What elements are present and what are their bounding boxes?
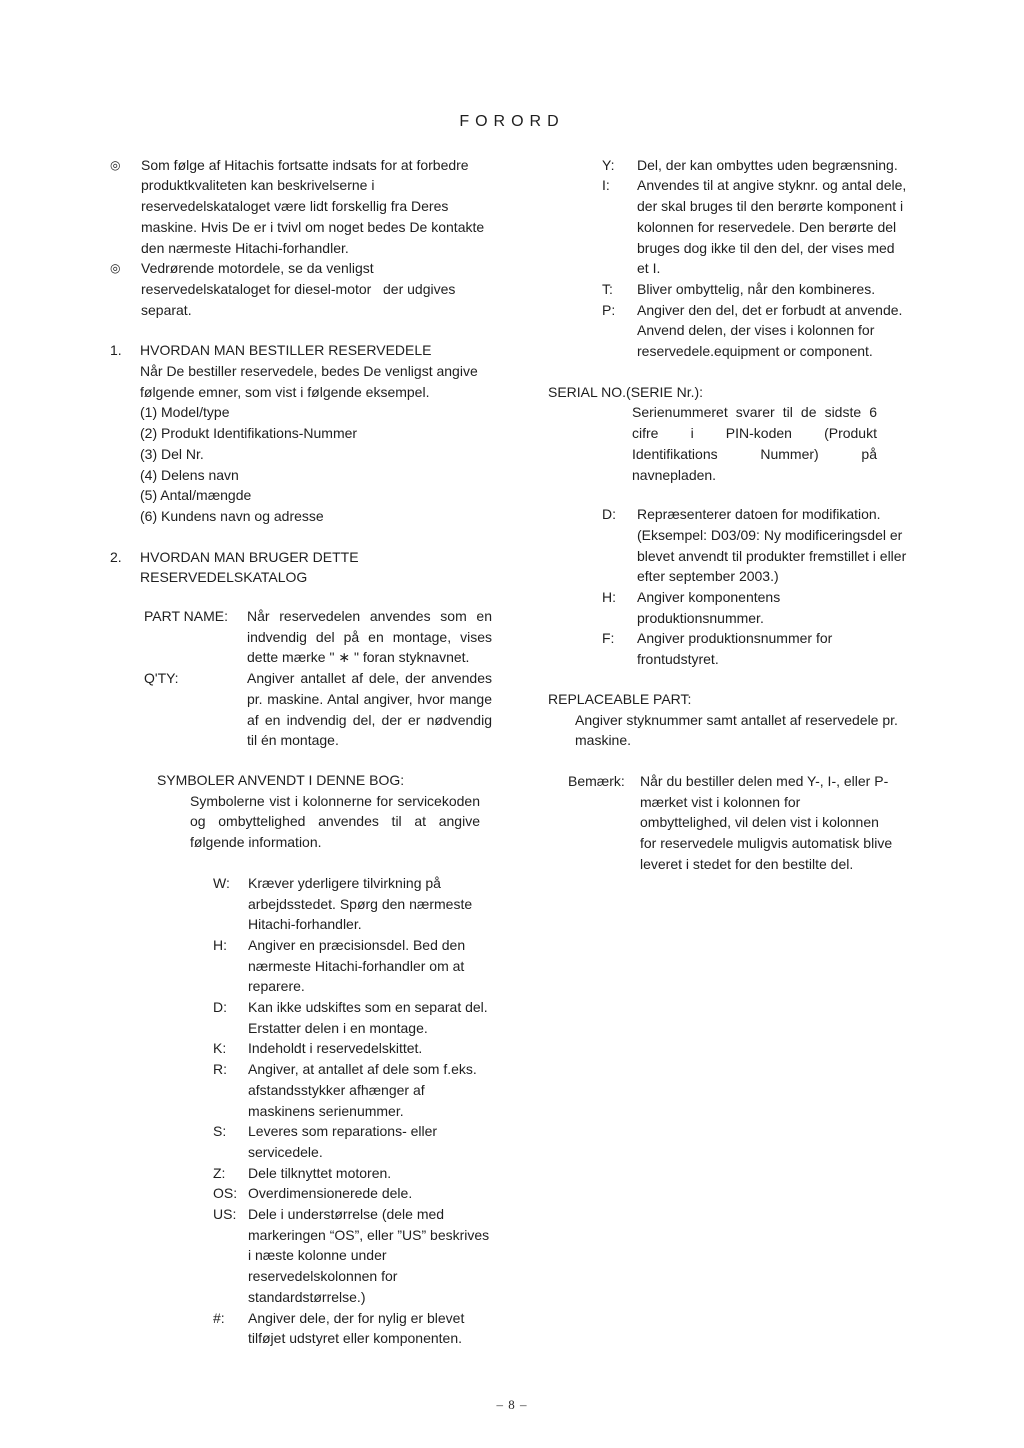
replaceable-part-heading: REPLACEABLE PART: [548, 690, 692, 707]
definition-row [144, 606, 492, 668]
section-heading: HVORDAN MAN BESTILLER RESERVEDELE [140, 342, 432, 359]
left-column [110, 155, 510, 1349]
code-description: Angiver den del, det er forbudt at anvende. Anvend delen, der vises i kolonnen for reservedele.equipment or component. [637, 301, 903, 360]
symbol-description: Kræver yderligere tilvirkning på arbejdsstedet. Spørg den nærmeste Hitachi-forhandler. [248, 874, 473, 933]
code-label: T: [602, 280, 613, 297]
list-item: (3) Del Nr. [140, 445, 204, 462]
symbol-code: OS: [213, 1185, 238, 1202]
symbol-row [213, 1183, 492, 1204]
symbol-code: US: [213, 1206, 237, 1223]
term-description: Angiver antallet af dele, der anvendes pr. maskine. Antal angiver, hvor mange af en indvendig del, der er nødvendig til én montage. [247, 670, 492, 749]
code-label: I: [602, 177, 610, 194]
section-body [140, 340, 492, 526]
code-label: F: [602, 630, 615, 647]
symbols-heading: SYMBOLER ANVENDT I DENNE BOG: [157, 771, 405, 788]
symbol-description: Dele tilknyttet motoren. [248, 1164, 392, 1181]
page-number: – 8 – [496, 1397, 528, 1413]
section-heading: HVORDAN MAN BRUGER DETTE RESERVEDELSKATALOG [140, 548, 359, 586]
symbols-intro: Symbolerne vist i kolonnerne for servicekoden og ombyttelighed anvendes til at angive følgende information. [190, 792, 480, 851]
bullet-paragraph [110, 155, 510, 259]
term-description: Når reservedelen anvendes som en indvendig del på en montage, vises dette mærke " ∗ " foran styknavnet. [247, 608, 492, 666]
code-row [602, 155, 950, 176]
serial-no-section [548, 382, 950, 486]
serial-code-list [548, 504, 950, 670]
note-block [568, 771, 950, 875]
code-description: Anvendes til at angive styknr. og antal dele, der skal bruges til den berørte komponent i kolonnen for reservedele. Den berørte del bruges dog ikke til den del, der vises med et I. [637, 177, 907, 277]
term-label: Q'TY: [144, 670, 179, 687]
code-description: Del, der kan ombyttes uden begrænsning. [637, 156, 898, 173]
symbol-row [213, 1059, 492, 1121]
bullseye-bullet-icon: ◎ [110, 157, 121, 172]
symbol-description: Indeholdt i reservedelskittet. [248, 1040, 423, 1057]
definition-list [144, 606, 492, 751]
symbol-code: #: [213, 1309, 225, 1326]
symbol-row [213, 1308, 492, 1349]
section-how-to-use [110, 547, 510, 1349]
code-description: Bliver ombyttelig, når den kombineres. [637, 280, 876, 297]
definition-row [144, 668, 492, 751]
code-row [602, 175, 950, 279]
symbol-code: D: [213, 999, 227, 1016]
symbol-row [213, 997, 492, 1038]
symbol-code: W: [213, 874, 230, 891]
symbol-code: H: [213, 936, 227, 953]
paragraph-text: Som følge af Hitachis fortsatte indsats for at forbedre produktkvaliteten kan beskrivelserne i reservedelskataloget være lidt forskellig fra Deres maskine. Hvis De er i tvivl om noget bedes De kontakte den nærmeste Hitachi-forhandler. [141, 156, 489, 256]
page-title: FORORD [459, 113, 565, 130]
symbol-description: Angiver, at antallet af dele som f.eks. afstandsstykker afhænger af maskinens serienummer. [248, 1061, 477, 1119]
serial-no-heading: SERIAL NO.(SERIE Nr.): [548, 383, 704, 400]
note-label: Bemærk: [568, 772, 625, 789]
code-row [602, 628, 950, 669]
code-label: H: [602, 589, 616, 606]
symbols-section [157, 770, 492, 1349]
serial-no-description: Serienummeret svarer til de sidste 6 cifre i PIN-koden (Produkt Identifikations Nummer) på navnepladen. [632, 404, 877, 483]
right-column [548, 155, 950, 875]
code-label: P: [602, 301, 616, 318]
symbol-description: Leveres som reparations- eller servicedele. [248, 1123, 438, 1160]
symbol-row [213, 1204, 492, 1308]
list-item: (6) Kundens navn og adresse [140, 507, 324, 524]
section-intro: Når De bestiller reservedele, bedes De venligst angive følgende emner, som vist i følgende eksempel. [140, 363, 478, 400]
code-description: Angiver komponentens produktionsnummer. [637, 589, 781, 626]
list-item: (1) Model/type [140, 404, 230, 421]
symbol-description: Overdimensionerede dele. [248, 1185, 413, 1202]
symbol-row [213, 1038, 492, 1059]
symbol-row [213, 1163, 492, 1184]
replaceable-part-section [548, 689, 950, 751]
code-row [602, 300, 950, 362]
code-row [602, 504, 950, 587]
symbol-description: Dele i understørrelse (dele med markeringen “OS”, eller ”US” beskrives i næste kolonne under reservedelskolonnen for standardstørrelse.) [248, 1206, 490, 1305]
section-number: 2. [110, 548, 122, 565]
symbol-code: K: [213, 1040, 227, 1057]
symbol-code: R: [213, 1061, 227, 1078]
symbol-code: Z: [213, 1164, 226, 1181]
code-label: Y: [602, 156, 615, 173]
section-body [140, 547, 492, 1349]
bullseye-bullet-icon: ◎ [110, 261, 121, 276]
paragraph-text: Vedrørende motordele, se da venligst reservedelskataloget for diesel-motor der udgives separat. [141, 260, 460, 318]
code-description: Repræsenterer datoen for modifikation. (Eksempel: D03/09: Ny modificeringsdel er blevet anvendt til produkter fremstillet i eller efter september 2003.) [637, 506, 907, 585]
replaceable-part-description: Angiver styknummer samt antallet af reservedele pr. maskine. [575, 711, 898, 749]
code-row [602, 587, 950, 628]
symbol-description: Angiver en præcisionsdel. Bed den nærmeste Hitachi-forhandler om at reparere. [248, 936, 466, 995]
code-row [602, 279, 950, 300]
symbol-row [213, 935, 492, 997]
list-item: (5) Antal/mængde [140, 487, 252, 504]
code-label: D: [602, 506, 616, 523]
note-text: Når du bestiller delen med Y-, I-, eller P-mærket vist i kolonnen for ombyttelighed, vil delen vist i kolonnen for reservedele muligvis automatisk blive leveret i stedet for den bestilte del. [640, 772, 893, 872]
symbol-row [213, 1121, 492, 1162]
symbol-row [213, 873, 492, 935]
symbols-list [213, 873, 492, 1349]
symbol-description: Kan ikke udskiftes som en separat del. Erstatter delen i en montage. [248, 999, 488, 1036]
bullet-paragraph [110, 258, 510, 320]
section-number: 1. [110, 342, 122, 359]
list-item: (4) Delens navn [140, 466, 239, 483]
section-how-to-order [110, 340, 510, 526]
term-label: PART NAME: [144, 608, 229, 625]
symbol-code: S: [213, 1123, 227, 1140]
two-column-layout [0, 155, 1024, 1349]
symbol-description: Angiver dele, der for nylig er blevet tilføjet udstyret eller komponenten. [248, 1309, 465, 1347]
code-description: Angiver produktionsnummer for frontudstyret. [637, 630, 833, 668]
list-item: (2) Produkt Identifikations-Nummer [140, 425, 358, 442]
